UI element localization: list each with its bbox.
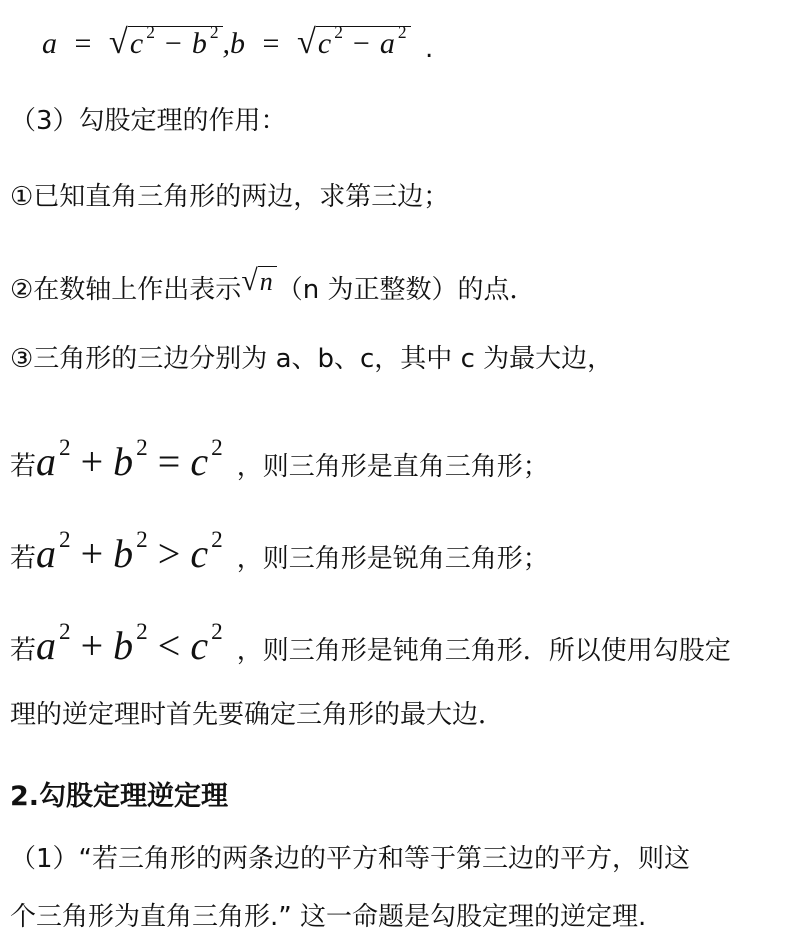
exp-2: 2 [334, 22, 343, 42]
line-use-3: ③三角形的三边分别为 a、b、c，其中 c 为最大边， [10, 344, 614, 374]
sqrt-n: √n [241, 264, 276, 299]
ruo-label: 若 [10, 543, 37, 574]
line-max-side-note: 理的逆定理时首先要确定三角形的最大边． [10, 700, 505, 730]
sqrt-c2-minus-a2: √c $^2$ − a $^2$ [297, 10, 411, 66]
line-converse-2: 个三角形为直角三角形.” 这一命题是勾股定理的逆定理. [10, 902, 647, 932]
var-a: a [379, 26, 395, 60]
line-converse-1: （1）“若三角形的两条边的平方和等于第三边的平方，则这 [10, 844, 691, 874]
line-obtuse-triangle [10, 604, 731, 679]
var-b: b [230, 26, 246, 60]
var-b: b [191, 26, 207, 60]
exp-2: 2 [146, 22, 155, 42]
sqrt-c2-minus-b2: √c $^2$ − b $^2$ [109, 10, 223, 66]
line-use-2-tail: （n 为正整数）的点． [276, 275, 536, 305]
inequality-less: a $^2$ + b $^2$ < c $^2$ [36, 619, 223, 668]
var-a: a [42, 26, 57, 60]
right-triangle-conclusion: ，则三角形是直角三角形； [236, 451, 549, 482]
line-uses-heading: （3）勾股定理的作用： [10, 106, 287, 136]
section-heading-converse: 2.勾股定理逆定理 [10, 781, 229, 812]
line-right-triangle [10, 420, 549, 495]
equals-sign: = [74, 26, 92, 60]
ruo-label: 若 [10, 635, 37, 666]
line-use-2 [10, 264, 535, 307]
formula-sides [42, 10, 411, 66]
comma: , [222, 26, 231, 60]
var-c: c [317, 26, 332, 60]
line-use-2-text: ②在数轴上作出表示 [10, 275, 242, 305]
inequality-greater: a $^2$ + b $^2$ > c $^2$ [36, 527, 223, 576]
exp-2: 2 [209, 22, 219, 42]
ruo-label: 若 [10, 451, 37, 482]
formula-period: . [425, 34, 434, 64]
minus-sign: − [352, 26, 370, 60]
line-acute-triangle [10, 512, 549, 587]
obtuse-triangle-conclusion: ，则三角形是钝角三角形．所以使用勾股定 [236, 635, 731, 666]
exp-2: 2 [397, 22, 407, 42]
minus-sign: − [164, 26, 182, 60]
var-c: c [129, 26, 144, 60]
equation-equal: a $^2$ + b $^2$ = c $^2$ [36, 435, 223, 484]
equals-sign: = [262, 26, 280, 60]
line-use-1: ①已知直角三角形的两边，求第三边； [10, 182, 450, 212]
acute-triangle-conclusion: ，则三角形是锐角三角形； [236, 543, 549, 574]
